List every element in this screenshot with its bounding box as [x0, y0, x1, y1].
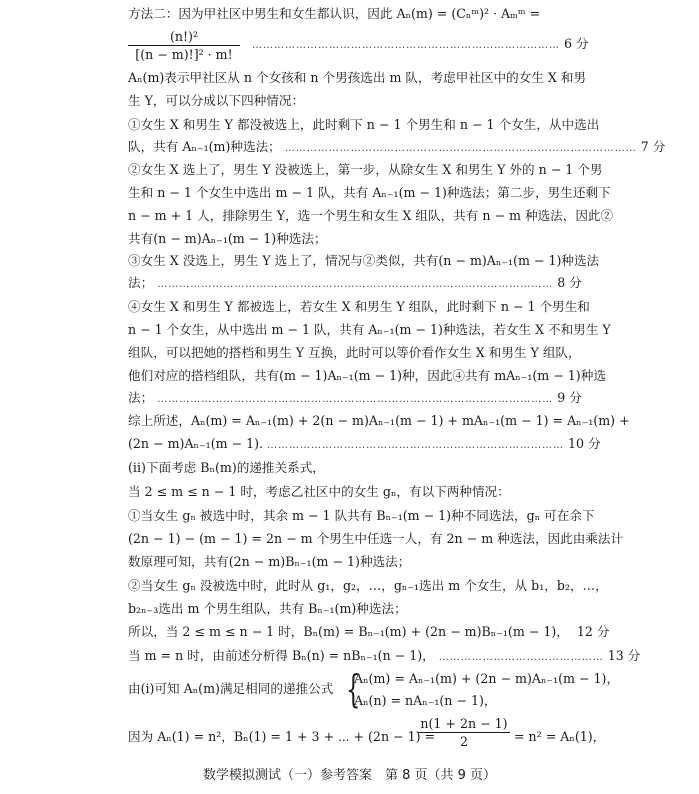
leader-dots: ………………………………………………………………………… [252, 40, 560, 51]
text-line: 综上所述，Aₙ(m) = Aₙ₋₁(m) + 2(n − m)Aₙ₋₁(m − 1) + mAₙ₋₁(m − 1) = Aₙ₋₁(m) + [128, 413, 630, 428]
score-points: 9 分 [557, 390, 582, 405]
text-line: 因为 Aₙ(1) = n²，Bₙ(1) = 1 + 3 + ⋯ + (2n − 1) = [128, 729, 436, 744]
score-points: 7 分 [640, 139, 666, 154]
text-line: 生和 n − 1 个女生中选出 m − 1 队，共有 Aₙ₋₁(m − 1)种选法；第二步，男生还剩下 [128, 185, 611, 200]
score-line [128, 273, 582, 295]
score-line [128, 646, 641, 668]
text-line: 方法二：因为甲社区中男生和女生都认识，因此 Aₙ(m) = (Cₙᵐ)² · Aₘᵐ = [128, 6, 541, 21]
text-line: ①当女生 gₙ 被选中时，其余 m − 1 队共有 Bₙ₋₁(m − 1)种不同选法，gₙ 可在余下 [128, 508, 595, 523]
score-points: 6 分 [564, 36, 589, 51]
text-line: n − 1 个女生，从中选出 m − 1 队，共有 Aₙ₋₁(m − 1)种选法，若女生 X 不和男生 Y [128, 322, 611, 337]
text-line: (ii)下面考虑 Bₙ(m)的递推关系式， [128, 460, 325, 475]
formula-fraction [128, 29, 240, 62]
score-line [128, 622, 610, 644]
text-line: 数原理可知，共有(2n − m)Bₙ₋₁(m − 1)种选法； [128, 554, 411, 569]
text-line: 他们对应的搭档组队，共有(m − 1)Aₙ₋₁(m − 1)种，因此④共有 mAₙ₋₁(m − 1)种选 [128, 368, 606, 383]
score-text: 所以，当 2 ≤ m ≤ n − 1 时，Bₙ(m) = Bₙ₋₁(m) + (2n − m)Bₙ₋₁(m − 1)， [128, 624, 569, 639]
text-line: 共有(n − m)Aₙ₋₁(m − 1)种选法； [128, 231, 327, 246]
leader-dots: …………………………………………………………………………………… [284, 143, 637, 154]
score-points: 13 分 [607, 648, 641, 663]
text-line: ②当女生 gₙ 没被选中时，此时从 g₁，g₂，…，gₙ₋₁选出 m 个女生，从 b₁，b₂，…， [128, 578, 608, 593]
page-footer: 数学模拟测试（一）参考答案 第 8 页（共 9 页） [202, 768, 497, 783]
left-brace: { [346, 667, 361, 711]
text-line: b₂ₙ₋₃选出 m 个男生组队，共有 Bₙ₋₁(m)种选法； [128, 601, 407, 616]
score-points: 12 分 [576, 624, 610, 639]
score-line [128, 137, 666, 159]
score-points: 8 分 [557, 275, 582, 290]
sum-fraction [418, 716, 510, 749]
leader-dots: ……………………………………………………………………………………………… [157, 279, 554, 290]
score-text: 法； [128, 390, 154, 405]
system-line: Aₙ(m) = Aₙ₋₁(m) + (2n − m)Aₙ₋₁(m − 1)， [354, 671, 620, 686]
leader-dots: ……………………………………………………………………… [267, 440, 565, 451]
text-line: 当 2 ≤ m ≤ n − 1 时，考虑乙社区中的女生 gₙ，有以下两种情况： [128, 484, 510, 499]
text-line: ②女生 X 选上了，男生 Y 没被选上，第一步，从除女生 X 和男生 Y 外的 n − 1 个男 [128, 162, 603, 177]
fraction-numerator: n(1 + 2n − 1) [420, 716, 508, 731]
score-line [248, 34, 589, 56]
text-line: n − m + 1 人，排除男生 Y，选一个男生和女生 X 组队，共有 n − m 种选法，因此② [128, 208, 614, 223]
score-text: 队，共有 Aₙ₋₁(m)种选法； [128, 139, 281, 154]
text-line: Aₙ(m)表示甲社区从 n 个女孩和 n 个男孩选出 m 队，考虑甲社区中的女生 X 和男 [128, 70, 587, 85]
score-text: 当 m = n 时，由前述分析得 Bₙ(n) = nBₙ₋₁(n − 1)， [128, 648, 435, 663]
score-text: 法； [128, 275, 154, 290]
fraction-numerator: (n!)² [169, 29, 199, 44]
text-line: (2n − 1) − (m − 1) = 2n − m 个男生中任选一人，有 2n − m 种选法，因此由乘法计 [128, 531, 624, 546]
leader-dots: ……………………………………… [438, 652, 604, 663]
fraction-denominator: [(n − m)!]² · m! [135, 47, 233, 62]
leader-dots: ……………………………………………………………………………………………… [157, 394, 554, 405]
score-text: (2n − m)Aₙ₋₁(m − 1). [128, 436, 264, 451]
text-line: = n² = Aₙ(1)， [514, 729, 606, 744]
text-line: ①女生 X 和男生 Y 都没被选上，此时剩下 n − 1 个男生和 n − 1 个女生，从中选出 [128, 117, 600, 132]
text-line: 组队，可以把她的搭档和男生 Y 互换，此时可以等价看作女生 X 和男生 Y 组队， [128, 345, 581, 360]
score-line [128, 434, 601, 456]
text-line: 生 Y，可以分成以下四种情况： [128, 93, 305, 108]
score-points: 10 分 [568, 436, 601, 451]
text-line: ④女生 X 和男生 Y 都被选上，若女生 X 和男生 Y 组队，此时剩下 n − 1 个男生和 [128, 299, 590, 314]
score-line [128, 388, 582, 410]
text-line: ③女生 X 没选上，男生 Y 选上了，情况与②类似，共有(n − m)Aₙ₋₁(m − 1)种选法 [128, 253, 600, 268]
system-line: Aₙ(n) = nAₙ₋₁(n − 1)， [354, 693, 497, 708]
fraction-denominator: 2 [459, 734, 468, 749]
text-line: 由(i)可知 Aₙ(m)满足相同的递推公式 [128, 681, 334, 696]
